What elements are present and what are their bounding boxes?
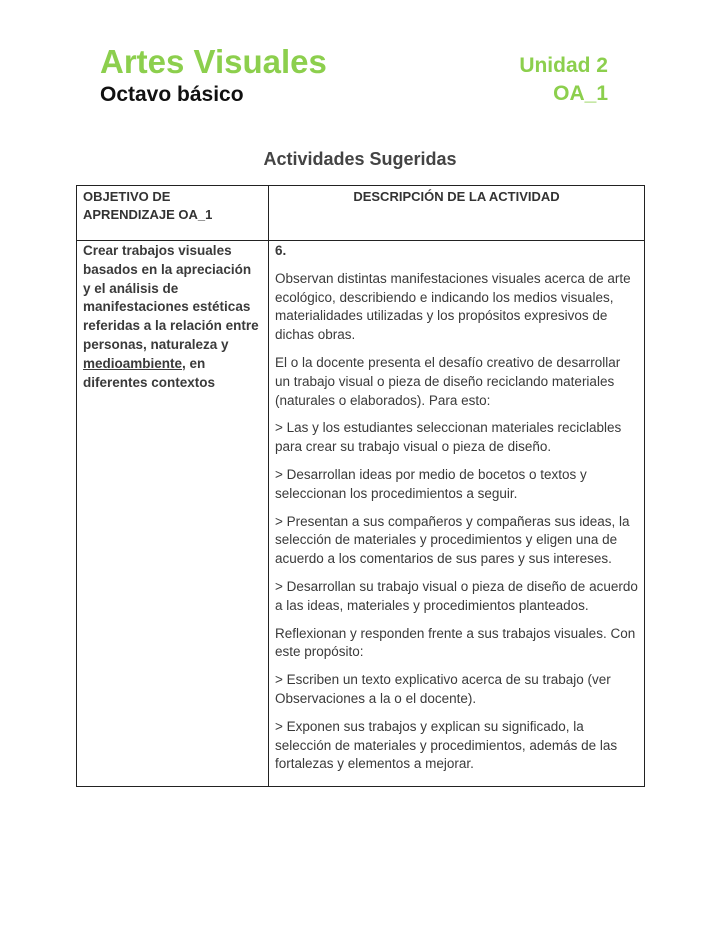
activity-paragraph: El o la docente presenta el desafío creativo de desarrollar un trabajo visual o pieza de diseño reciclando materiales (naturales o elaborados). Para esto:	[275, 354, 621, 408]
document-header-right	[519, 52, 608, 108]
objective-underlined-text: medioambiente	[83, 355, 183, 371]
section-title: Actividades Sugeridas	[263, 149, 457, 169]
activity-paragraph: > Desarrollan su trabajo visual o pieza de diseño de acuerdo a las ideas, materiales y procedimientos planteados.	[275, 578, 638, 613]
table-header-row	[77, 186, 645, 241]
objective-text-end: , en diferentes contextos	[83, 355, 216, 390]
activity-paragraph: > Presentan a sus compañeros y compañeras sus ideas, la selección de materiales y procedimientos y eligen una de acuerdo a los comentarios de sus pares y sus intereses.	[275, 513, 630, 567]
document-header-left	[100, 42, 327, 108]
table-row	[77, 241, 645, 787]
objective-text: Crear trabajos visuales basados en la apreciación y el análisis de manifestaciones estéticas referidas a la relación entre personas, naturaleza y	[83, 243, 259, 352]
activities-table	[76, 185, 645, 787]
activity-number: 6.	[275, 243, 287, 258]
objective-cell	[77, 241, 269, 787]
description-cell	[269, 241, 645, 787]
description-header: DESCRIPCIÓN DE LA ACTIVIDAD	[269, 186, 645, 241]
activity-paragraph: Reflexionan y responden frente a sus trabajos visuales. Con este propósito:	[275, 625, 636, 660]
oa-label: OA_1	[553, 82, 608, 105]
activity-paragraph: > Escriben un texto explicativo acerca de su trabajo (ver Observaciones a la o el docente).	[275, 672, 611, 706]
unit-label: Unidad 2	[519, 54, 608, 77]
objective-header: OBJETIVO DE APRENDIZAJE OA_1	[77, 186, 269, 241]
activity-paragraph: > Las y los estudiantes seleccionan materiales reciclables para crear su trabajo visual o pieza de diseño.	[275, 420, 622, 455]
subject-title: Artes Visuales	[100, 43, 327, 80]
activity-paragraph: > Exponen sus trabajos y explican su significado, la selección de materiales y procedimientos, además de las fortalezas y elementos a mejorar.	[275, 718, 618, 772]
activity-paragraph: Observan distintas manifestaciones visuales acerca de arte ecológico, describiendo e indicando los medios visuales, materialidades utilizadas y los propósitos expresivos de dichas obras.	[275, 270, 631, 343]
grade-title: Octavo básico	[100, 83, 244, 106]
activity-paragraph: > Desarrollan ideas por medio de bocetos o textos y seleccionan los procedimientos a seguir.	[275, 466, 587, 501]
